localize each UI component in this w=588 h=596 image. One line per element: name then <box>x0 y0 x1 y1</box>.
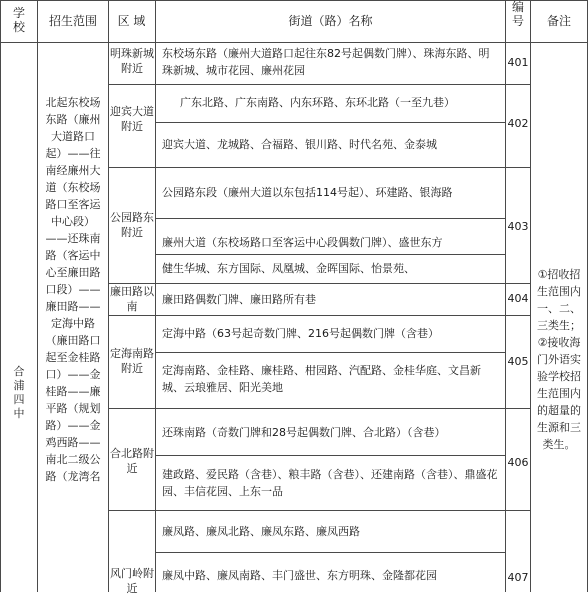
street-line: 廉凤路、廉凤北路、廉凤东路、廉凤西路 <box>162 525 360 538</box>
header-code: 编号 <box>511 0 524 28</box>
area-yingbin: 迎宾大道附近 <box>110 105 154 133</box>
area-mingzhu: 明珠新城附近 <box>110 47 154 75</box>
area-code: 406 <box>507 456 529 469</box>
area-fengmenling: 风门岭附近 <box>110 567 154 595</box>
street-line: 建政路、爱民路（含巷）、粮丰路（含巷）、还建南路（含巷）、鼎盛花园、丰信花园、上东一品 <box>162 468 498 498</box>
header-school: 学校 <box>12 6 25 34</box>
header-range: 招生范围 <box>48 14 97 28</box>
area-code: 405 <box>507 355 529 368</box>
area-code: 402 <box>507 117 529 130</box>
street-line: 健生华城、东方国际、凤凰城、金晖国际、怡景苑、 <box>162 262 415 275</box>
remark-text: ①招收招生范围内一、二、三类生；②接收海门外语实验学校招生范围内的超量的生源和三类生。 <box>537 268 581 451</box>
area-hebei: 合北路附近 <box>110 447 154 475</box>
school-name: 合浦四中 <box>13 365 25 420</box>
street-line: 廉凤中路、廉凤南路、丰门盛世、东方明珠、金隆都花园 <box>162 569 437 582</box>
area-code: 401 <box>507 56 529 69</box>
admission-range: 北起东校场东路（廉州大道路口起）——往南经廉州大道（东校场路口至客运中心段）——还珠南路（客运中心至廉田路口段）——廉田路——定海中路（廉田路口起至金桂路口）——金桂路——廉平路（规划路）——金鸡西路——南北二级公路（龙湾名 <box>45 96 101 483</box>
area-gongyuan: 公园路东附近 <box>110 211 154 239</box>
street-line: 公园路东段（廉州大道以东包括114号起）、环建路、银海路 <box>162 186 453 199</box>
header-area: 区 域 <box>117 14 146 28</box>
area-code: 404 <box>507 292 529 305</box>
street-line: 定海南路、金桂路、廉桂路、柑园路、汽配路、金桂华庭、文昌新城、云琅雅居、阳光美地 <box>162 364 481 394</box>
street-line: 迎宾大道、龙城路、合福路、银川路、时代名苑、金泰城 <box>162 138 437 151</box>
header-streets: 街道（路）名称 <box>288 14 373 28</box>
area-code: 403 <box>507 220 529 233</box>
street-line: 定海中路（63号起奇数门牌、216号起偶数门牌（含巷） <box>162 327 439 340</box>
street-line: 廉田路偶数门牌、廉田路所有巷 <box>162 293 316 306</box>
street-line: 广东北路、广东南路、内东环路、东环北路（一至九巷） <box>180 96 455 109</box>
header-remark: 备注 <box>546 14 571 28</box>
area-liantian: 廉田路以南 <box>110 285 154 313</box>
street-line: 东校场东路（廉州大道路口起往东82号起偶数门牌）、珠海东路、明珠新城、城市花园、廉州花园 <box>162 47 490 77</box>
area-code: 407 <box>507 571 529 584</box>
street-line: 还珠南路（奇数门牌和28号起偶数门牌、合北路）（含巷） <box>162 426 446 439</box>
area-dinghai: 定海南路附近 <box>110 347 154 375</box>
street-line: 廉州大道（东校场路口至客运中心段偶数门牌）、盛世东方 <box>162 236 443 249</box>
